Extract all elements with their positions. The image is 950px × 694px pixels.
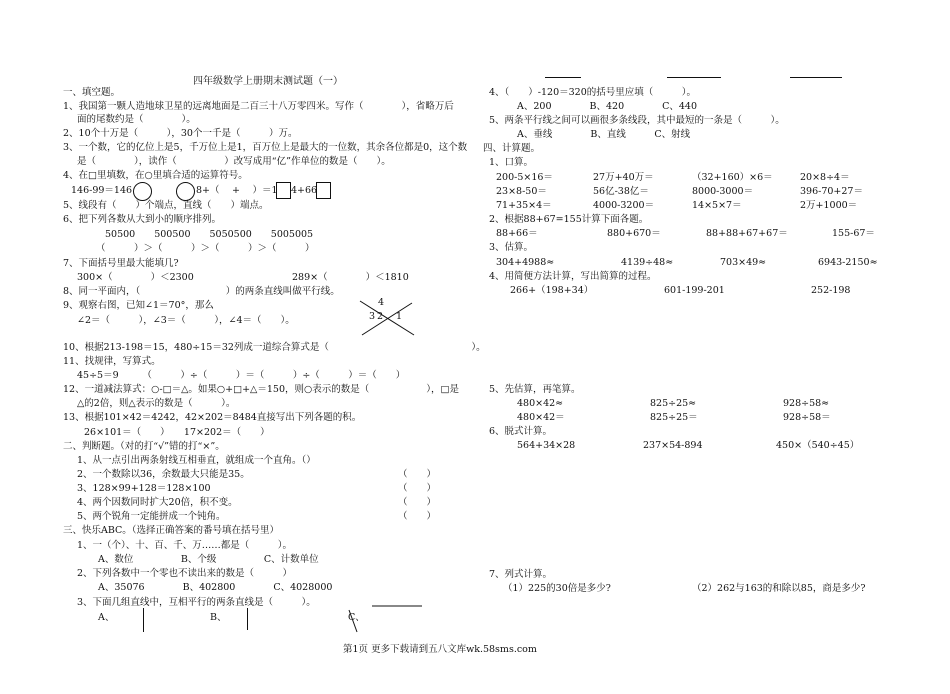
question-text: 7、下面括号里最大能填几?: [63, 258, 179, 269]
choice-options: A、垂线 B、直线 C、射线: [517, 129, 691, 140]
number-box-blank: [316, 182, 331, 199]
estimate-item: 928÷58≈: [783, 398, 830, 409]
question-text: 12、一道减法算式：○-□＝△。如果○+□+△＝150，则○表示的数是（ ），□是: [63, 384, 460, 395]
calc-item: 237×54-894: [643, 440, 703, 451]
angle-label: 1: [396, 311, 403, 322]
question-text: 2、根据88+67=155计算下面各题。: [489, 214, 649, 225]
calc-item: 155-67＝: [832, 228, 875, 239]
oral-calc: （32+160）×6＝: [692, 172, 773, 183]
number-list: 50500 500500 5050500 5005005: [105, 229, 314, 240]
answer-blank: （ ）: [398, 497, 437, 508]
calc-item: 480×42＝: [517, 412, 565, 423]
question-text: 8、同一平面内，（ ）的两条直线叫做平行线。: [63, 286, 340, 297]
oral-calc: 27万+40万＝: [593, 172, 654, 183]
score-line: [667, 77, 721, 78]
question-text: 2、10个十万是（ ），30个一千是（ ）万。: [63, 128, 298, 139]
question-text: 13、根据101×42＝4242，42×202＝8484直接写出下列各题的积。: [63, 412, 362, 423]
section-heading: 四、计算题。: [483, 143, 541, 154]
question-text: 11、找规律，写算式。: [63, 356, 161, 367]
question-text: 6、脱式计算。: [489, 426, 553, 437]
answer-blanks: （ ）＞（ ）＞（ ）＞（ ）: [96, 243, 315, 254]
answer-blank: （ ）: [398, 511, 437, 522]
estimate-item: 480×42≈: [517, 398, 564, 409]
question-text: 4、（ ）-120＝320的括号里应填（ ）。: [489, 87, 697, 98]
calc-item: 825÷25＝: [650, 412, 698, 423]
question-text: 146-99＝146: [71, 185, 133, 196]
question-text: 289×（ ）＜1810: [292, 272, 409, 283]
question-text: 300×（ ）＜2300: [77, 272, 194, 283]
estimate-item: 4139÷48≈: [621, 257, 674, 268]
choice-options: A、数位 B、个级 C、计数单位: [98, 554, 319, 565]
oral-calc: 71+35×4＝: [496, 200, 552, 211]
judge-item: 3、128×99+128＝128×100: [77, 483, 211, 494]
question-text: 1、一（个）、十、百、千、万……都是（ ）。: [77, 540, 293, 551]
score-line: [790, 77, 842, 78]
answer-blank: （ ）: [398, 483, 437, 494]
choice-label: A、: [98, 612, 115, 623]
simplify-item: 266+（198+34）: [510, 285, 594, 296]
oral-calc: 8000-3000＝: [692, 186, 754, 197]
line-figure-a: [143, 608, 144, 632]
question-text: 5、线段有（ ）个端点，直线（ ）端点。: [63, 200, 269, 211]
question-text: 45÷5＝9 （ ）÷（ ）＝（ ）÷（ ）＝（ ）: [77, 370, 406, 381]
answer-blank: （ ）: [398, 469, 437, 480]
page-footer: 第1页 更多下载请到五八文库wk.58sms.com: [343, 644, 537, 655]
question-text: 4、在□里填数，在○里填合适的运算符号。: [63, 170, 248, 181]
oral-calc: 20×8÷4＝: [800, 172, 850, 183]
oral-calc: 200-5×16＝: [496, 172, 553, 183]
simplify-item: 252-198: [811, 285, 851, 296]
estimate-item: 825÷25≈: [650, 398, 697, 409]
question-text: 3、估算。: [489, 242, 534, 253]
question-text: 6、把下列各数从大到小的顺序排列。: [63, 214, 222, 225]
page-title: 四年级数学上册期末测试题（一）: [193, 76, 343, 87]
question-text: ∠2＝（ ），∠3＝（ ），∠4＝（ ）。: [77, 315, 295, 326]
question-text: 1、口算。: [489, 157, 534, 168]
question-text: 4+66: [291, 185, 318, 196]
question-text: 9、观察右图，已知∠1＝70°，那么: [63, 300, 214, 311]
operator-circle-blank: [176, 182, 195, 201]
calc-item: 450×（540÷45）: [776, 440, 860, 451]
score-line: [545, 77, 581, 78]
section-heading: 三、快乐ABC。（选择正确答案的番号填在括号里）: [63, 525, 280, 536]
simplify-item: 601-199-201: [664, 285, 725, 296]
question-text: 3、下面几组直线中，互相平行的两条直线是（ ）。: [77, 597, 316, 608]
line-figure-b: [247, 608, 248, 630]
choice-label: C、: [348, 612, 365, 623]
angle-label: 2: [377, 311, 384, 322]
oral-calc: 4000-3200＝: [593, 200, 655, 211]
angle-label: 3: [369, 311, 376, 322]
question-text: 10、根据213-198＝15，480÷15＝32列成一道综合算式是（ ）。: [63, 342, 486, 353]
calc-item: 928÷58＝: [783, 412, 831, 423]
question-text: 面的尾数约是（ ）。: [77, 114, 196, 125]
line-figure-c: [335, 602, 445, 634]
question-text: 5、两条平行线之间可以画很多条线段，其中最短的一条是（ ）。: [489, 115, 785, 126]
angle-figure: [356, 297, 418, 339]
question-text: 3、一个数，它的亿位上是5，千万位上是1，百万位上是最大的一位数，其余各位都是0，这个数: [63, 142, 468, 153]
question-text: 4、用简便方法计算，写出简算的过程。: [489, 271, 657, 282]
judge-item: 1、从一点引出两条射线互相垂直，就组成一个直角。（）: [77, 455, 316, 466]
oral-calc: 56亿-38亿＝: [593, 186, 649, 197]
choice-label: B、: [210, 612, 227, 623]
number-box-blank: [276, 182, 291, 199]
word-problem: （2）262与163的和除以85，商是多少?: [692, 583, 866, 594]
operator-circle-blank: [133, 182, 152, 201]
calc-item: 564+34×28: [517, 440, 576, 451]
judge-item: 4、两个因数同时扩大20倍，积不变。: [77, 497, 238, 508]
oral-calc: 396-70+27＝: [800, 186, 863, 197]
question-text: 2、下列各数中一个零也不读出来的数是（ ）: [77, 568, 293, 579]
estimate-item: 6943-2150≈: [818, 257, 878, 268]
question-text: 8+（ + ）＝1: [196, 185, 278, 196]
section-heading: 一、填空题。: [63, 87, 121, 98]
oral-calc: 14×5×7＝: [692, 200, 742, 211]
question-text: △的2倍，则△表示的数是（ ）。: [77, 398, 236, 409]
word-problem: （1）225的30倍是多少?: [503, 583, 611, 594]
calc-item: 88+66＝: [496, 228, 538, 239]
angle-label: 4: [378, 297, 385, 308]
question-text: 是（ ），读作（ ）改写成用“亿”作单位的数是（ ）。: [77, 156, 391, 167]
calc-item: 880+670＝: [607, 228, 661, 239]
question-text: 1、我国第一颗人造地球卫星的远离地面是二百三十八万零四米。写作（ ），省略万后: [63, 101, 454, 112]
section-heading: 二、判断题。（对的打“√”错的打“×”。: [63, 441, 225, 452]
question-text: 7、列式计算。: [489, 569, 553, 580]
choice-options: A、200 B、420 C、440: [517, 101, 698, 112]
estimate-item: 703×49≈: [720, 257, 767, 268]
estimate-item: 304+4988≈: [496, 257, 555, 268]
question-text: 26×101＝（ ） 17×202＝（ ）: [84, 427, 270, 438]
oral-calc: 23×8-50＝: [496, 186, 547, 197]
question-text: 5、先估算，再笔算。: [489, 384, 581, 395]
judge-item: 5、两个锐角一定能拼成一个钝角。: [77, 511, 226, 522]
choice-options: A、35076 B、402800 C、4028000: [98, 582, 333, 593]
judge-item: 2、一个数除以36，余数最大只能是35。: [77, 469, 250, 480]
oral-calc: 2万+1000＝: [800, 200, 858, 211]
calc-item: 88+88+67+67＝: [706, 228, 788, 239]
